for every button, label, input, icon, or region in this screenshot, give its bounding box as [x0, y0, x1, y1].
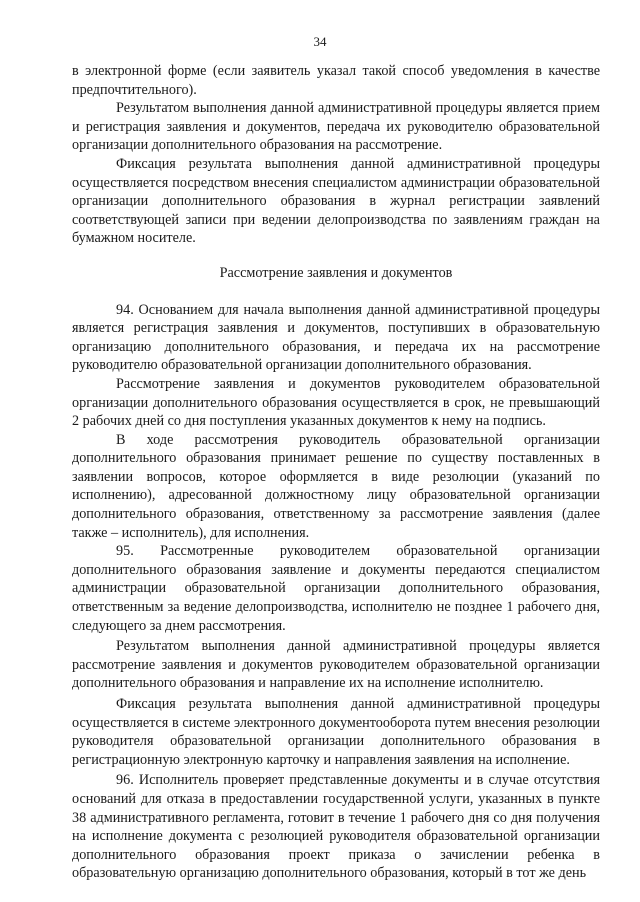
paragraph-9: Фиксация результата выполнения данной административной процедуры осуществляется в системе электронного документооборота путем внесения резолюции руководителя образовательной организации дополнительного образования в регистрационную электронную карточку и направления заявления на исполнение. [72, 696, 600, 768]
paragraph-7: 95. Рассмотренные руководителем образовательной организации дополнительного образования заявление и документы передаются специалистом администрации образовательной организации дополнительного образования, ответственным за ведение делопроизводства, исполнителю не позднее 1 рабочего дня, следующего за днем рассмотрения. [72, 543, 600, 634]
section-heading: Рассмотрение заявления и документов [219, 264, 453, 281]
paragraph-5: Рассмотрение заявления и документов руководителем образовательной организации дополнительного образования осуществляется в срок, не превышающий 2 рабочих дней со дня поступления указанных документов к нему на подпись. [72, 375, 600, 430]
paragraph-6: В ходе рассмотрения руководитель образовательной организации дополнительного образования принимает решение по существу поставленных в заявлении вопросов, которое оформляется в виде резолюции (указаний по исполнению), адресованной должностному лицу образовательной организации дополнительного образования, ответственному за рассмотрение заявления (далее также – исполнитель), для исполнения. [72, 431, 600, 541]
document-body [72, 62, 600, 883]
paragraph-1: в электронной форме (если заявитель указал такой способ уведомления в качестве предпочтительного). [72, 63, 600, 98]
page-number: 34 [313, 34, 327, 49]
paragraph-3: Фиксация результата выполнения данной административной процедуры осуществляется посредством внесения специалистом администрации образовательной организации дополнительного образования в журнал регистрации заявлений соответствующей записи при ведении делопроизводства по заявлениям граждан на бумажном носителе. [72, 155, 600, 247]
paragraph-10: 96. Исполнитель проверяет представленные документы и в случае отсутствия оснований для отказа в предоставлении государственной услуги, указанных в пункте 38 административного регламента, готовит в течение 1 рабочего дня со дня получения на исполнение документа с резолюцией руководителя образовательной организации дополнительного образования проект приказа о зачислении ребенка в образовательную организацию дополнительного образования, который в тот же день [72, 772, 600, 882]
paragraph-2: Результатом выполнения данной административной процедуры является прием и регистрация заявления и документов, передача их руководителю образовательной организации дополнительного образования на рассмотрение. [72, 100, 600, 154]
paragraph-8: Результатом выполнения данной административной процедуры является рассмотрение заявления и документов руководителем образовательной организации дополнительного образования и направление их на исполнение исполнителю. [72, 638, 600, 692]
paragraph-4: 94. Основанием для начала выполнения данной административной процедуры является регистрация заявления и документов, поступивших в образовательную организацию дополнительного образования, и передача их на рассмотрение руководителю образовательной организации дополнительного образования. [72, 301, 600, 374]
